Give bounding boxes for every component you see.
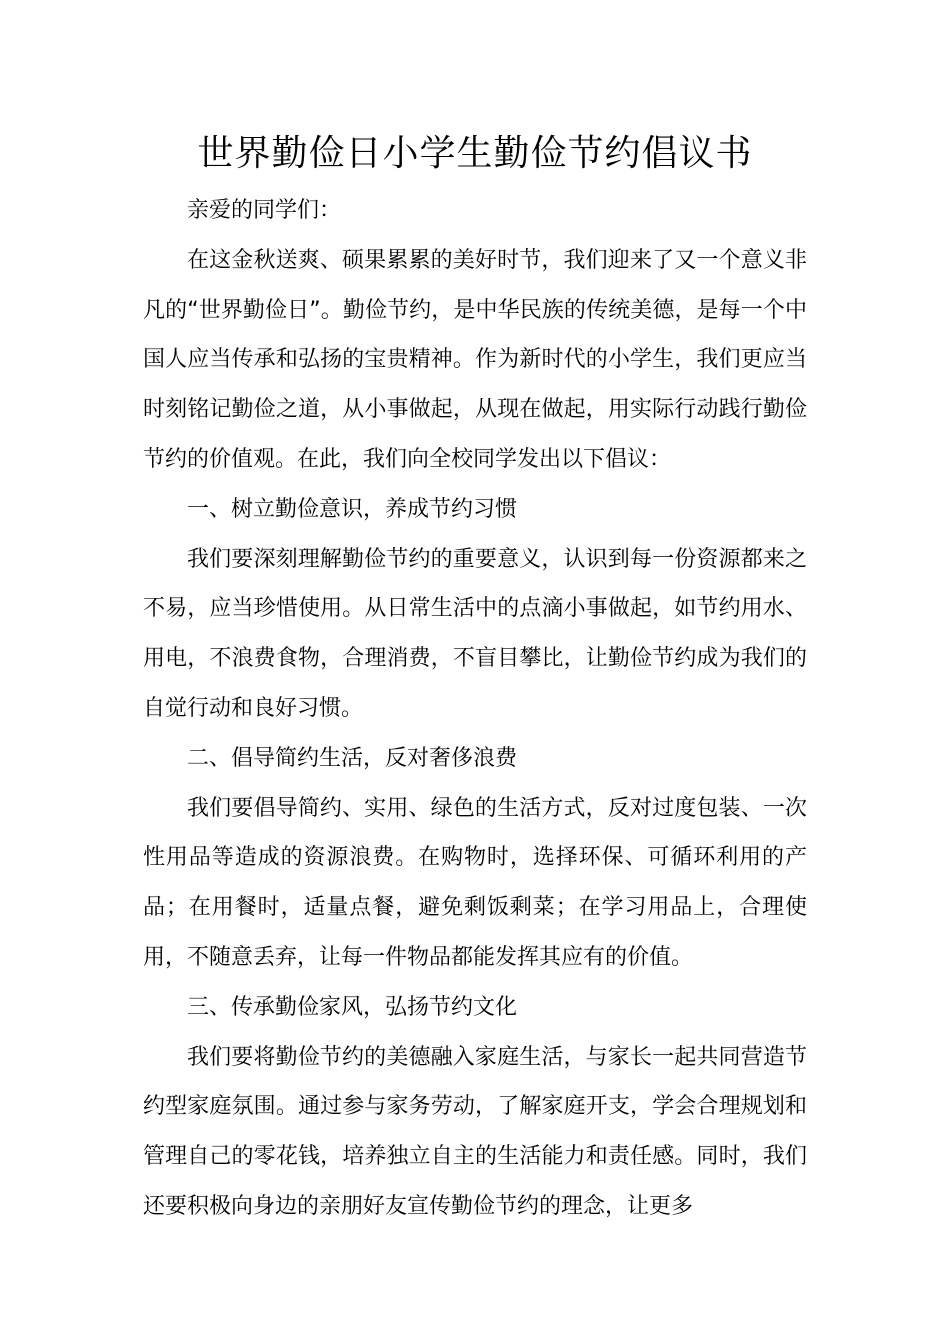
section-2-body: 我们要倡导简约、实用、绿色的生活方式，反对过度包装、一次性用品等造成的资源浪费。在购物时，选择环保、可循环利用的产品；在用餐时，适量点餐，避免剩饭剩菜；在学习用品上，合理使用，不随意丢弃，让每一件物品都能发挥其应有的价值。 <box>143 795 807 970</box>
document-title: 世界勤俭日小学生勤俭节约倡议书 <box>197 133 753 174</box>
section-3-heading: 三、传承勤俭家风，弘扬节约文化 <box>187 994 518 1020</box>
intro-paragraph: 在这金秋送爽、硕果累累的美好时节，我们迎来了又一个意义非凡的“世界勤俭日”。勤俭节约，是中华民族的传统美德，是每一个中国人应当传承和弘扬的宝贵精神。作为新时代的小学生，我们更应当时刻铭记勤俭之道，从小事做起，从现在做起，用实际行动践行勤俭节约的价值观。在此，我们向全校同学发出以下倡议： <box>143 247 807 472</box>
section-3-body: 我们要将勤俭节约的美德融入家庭生活，与家长一起共同营造节约型家庭氛围。通过参与家务劳动，了解家庭开支，学会合理规划和管理自己的零花钱，培养独立自主的生活能力和责任感。同时，我们还要积极向身边的亲朋好友宣传勤俭节约的理念，让更多 <box>143 1044 807 1219</box>
section-1-heading: 一、树立勤俭意识，养成节约习惯 <box>187 496 518 522</box>
section-1-body: 我们要深刻理解勤俭节约的重要意义，认识到每一份资源都来之不易，应当珍惜使用。从日常生活中的点滴小事做起，如节约用水、用电，不浪费食物，合理消费，不盲目攀比，让勤俭节约成为我们的自觉行动和良好习惯。 <box>143 546 807 721</box>
salutation: 亲爱的同学们： <box>187 198 342 223</box>
section-2-heading: 二、倡导简约生活，反对奢侈浪费 <box>187 745 518 771</box>
